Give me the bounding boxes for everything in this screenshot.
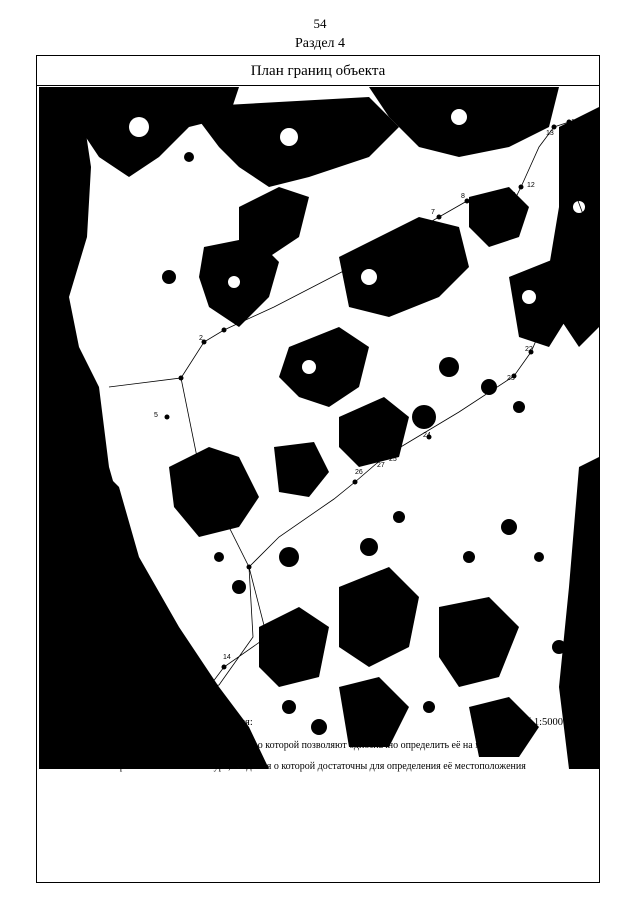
point-label: 8 xyxy=(461,193,465,200)
point-label: 14 xyxy=(223,654,231,661)
point-label: 21 xyxy=(539,321,547,328)
legend-header: Используемые условные знаки и обозначения: xyxy=(45,717,253,728)
legend-item-contour: - вновь образованная часть контура, сведения о которой достаточны для определения её местоположения xyxy=(77,761,526,772)
legend-point-text: - характерная точка контура, сведения о которой позволяют однозначно определить её на местности xyxy=(93,740,520,751)
boundary-map xyxy=(39,87,599,769)
point-label: 12 xyxy=(527,182,535,189)
point-symbol-icon xyxy=(61,746,66,751)
point-label: 24 xyxy=(423,432,431,439)
point-label: 7 xyxy=(431,209,435,216)
plan-title: План границ объекта xyxy=(37,56,599,86)
point-label: 13 xyxy=(546,130,554,137)
point-label: 17 xyxy=(581,215,589,222)
legend-point-number: 1 xyxy=(69,735,74,746)
point-label: 2 xyxy=(199,335,203,342)
point-label: 20 xyxy=(547,296,555,303)
point-label: 27 xyxy=(377,462,385,469)
point-label: 9 xyxy=(491,204,495,211)
point-label: 22 xyxy=(525,346,533,353)
page-number: 54 xyxy=(313,16,327,31)
point-label: 15 xyxy=(571,119,579,126)
point-label: 11 xyxy=(509,192,517,199)
point-label: 26 xyxy=(355,469,363,476)
point-label: 25 xyxy=(389,456,397,463)
map-area xyxy=(39,87,599,769)
point-label: 19 xyxy=(559,275,567,282)
point-label: 5 xyxy=(154,412,158,419)
plan-frame xyxy=(36,55,600,883)
point-label: 10 xyxy=(499,209,507,216)
map-scale: Масштаб 1:5000 xyxy=(489,717,563,728)
point-label: 6 xyxy=(355,254,359,261)
point-label: 23 xyxy=(507,375,515,382)
point-label: 18 xyxy=(577,250,585,257)
point-label: 16 xyxy=(569,185,577,192)
section-heading: Раздел 4 xyxy=(294,36,346,51)
